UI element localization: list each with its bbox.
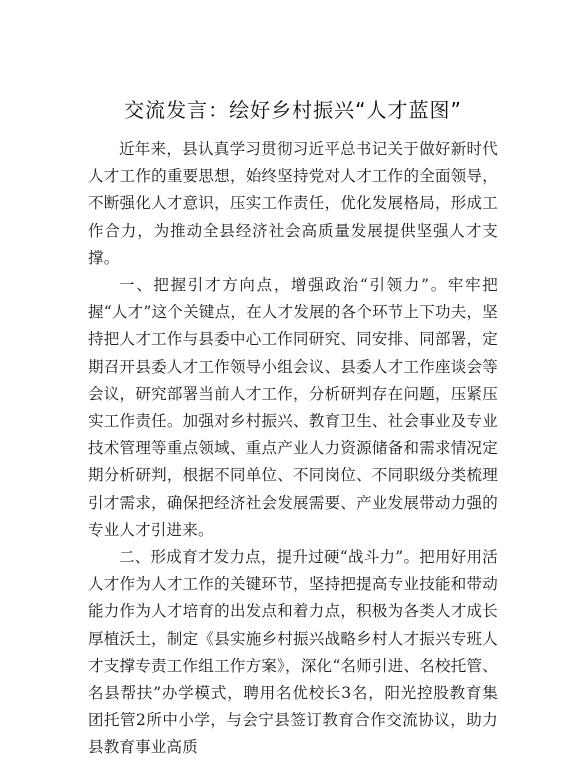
document-title: 交流发言：绘好乡村振兴“人才蓝图”	[124, 98, 462, 122]
paragraph-section-one: 一、把握引才方向点，增强政治“引领力”。牢牢把握“人才”这个关键点，在人才发展的各个环节上下功夫，坚持把人才工作与县委中心工作同研究、同安排、同部署，定期召开县委人才工作领导小组会议、县委人才工作座谈会等会议，研究部署当前人才工作，分析研判存在问题，压紧压实工作责任。加强对乡村振兴、教育卫生、社会事业及专业技术管理等重点领域、重点产业人力资源储备和需求情况定期分析研判，根据不同单位、不同岗位、不同职级分类梳理引才需求，确保把经济社会发展需要、产业发展带动力强的专业人才引进来。	[88, 276, 498, 539]
paragraph-intro: 近年来，县认真学习贯彻习近平总书记关于做好新时代人才工作的重要思想，始终坚持党对人才工作的全面领导，不断强化人才意识，压实工作责任，优化发展格局，形成工作合力，为推动全县经济社会高质量发展提供坚强人才支撑。	[88, 140, 498, 267]
document-body	[88, 136, 498, 762]
paragraph-section-two: 二、形成育才发力点，提升过硬“战斗力”。把用好用活人才作为人才工作的关键环节，坚持把提高专业技能和带动能力作为人才培育的出发点和着力点，积极为各类人才成长厚植沃土，制定《县实施乡村振兴战略乡村人才振兴专班人才支撑专责工作组工作方案》，深化“名师引进、名校托管、名县帮扶”办学模式，聘用名优校长3名，阳光控股教育集团托管2所中小学，与会宁县签订教育合作交流协议，助力县教育事业高质	[88, 548, 498, 757]
